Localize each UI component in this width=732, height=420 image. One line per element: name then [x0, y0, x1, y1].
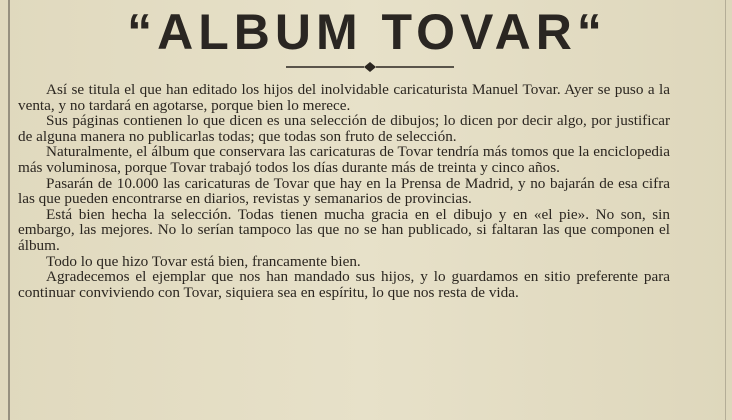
paragraph: Todo lo que hizo Tovar está bien, francamente bien.: [46, 252, 361, 270]
paragraph: Así se titula el que han editado los hijos del inolvidable caricaturista Manuel Tovar. Ayer se puso a la venta, y no tardará en agotarse, porque bien lo merece.: [18, 81, 670, 114]
paragraph: Pasarán de 10.000 las caricaturas de Tovar que hay en la Prensa de Madrid, y no bajarán de esa cifra las que pueden encontrarse en diarios, revistas y semanarios de provincias.: [18, 174, 670, 208]
diamond-rule-icon: [286, 62, 454, 72]
paragraph: Naturalmente, el álbum que conservara las caricaturas de Tovar tendría más tomos que la enciclopedia más voluminosa, porque Tovar trabajó todos los días durante más de treinta y cinco años.: [18, 143, 670, 176]
paragraph: Sus páginas contienen lo que dicen es una selección de dibujos; lo dicen por decir algo, por justificar de alguna manera no publicarlas todas; que todas son fruto de selección.: [18, 112, 670, 145]
paragraph: Agradecemos el ejemplar que nos han mandado sus hijos, y lo guardamos en sitio preferente para continuar conviviendo con Tovar, siquiera sea en espíritu, lo que nos resta de vida.: [18, 268, 670, 301]
column-rule-left: [8, 0, 10, 420]
column-rule-right: [725, 0, 726, 420]
headline: “ALBUM TOVAR“: [127, 4, 607, 60]
paragraph: Está bien hecha la selección. Todas tienen mucha gracia en el dibujo y en «el pie». No son, sin embargo, las mejores. No lo serían tampoco las que no se han publicado, si faltaran las que componen el álbum.: [18, 205, 670, 254]
article-body: [18, 82, 670, 300]
